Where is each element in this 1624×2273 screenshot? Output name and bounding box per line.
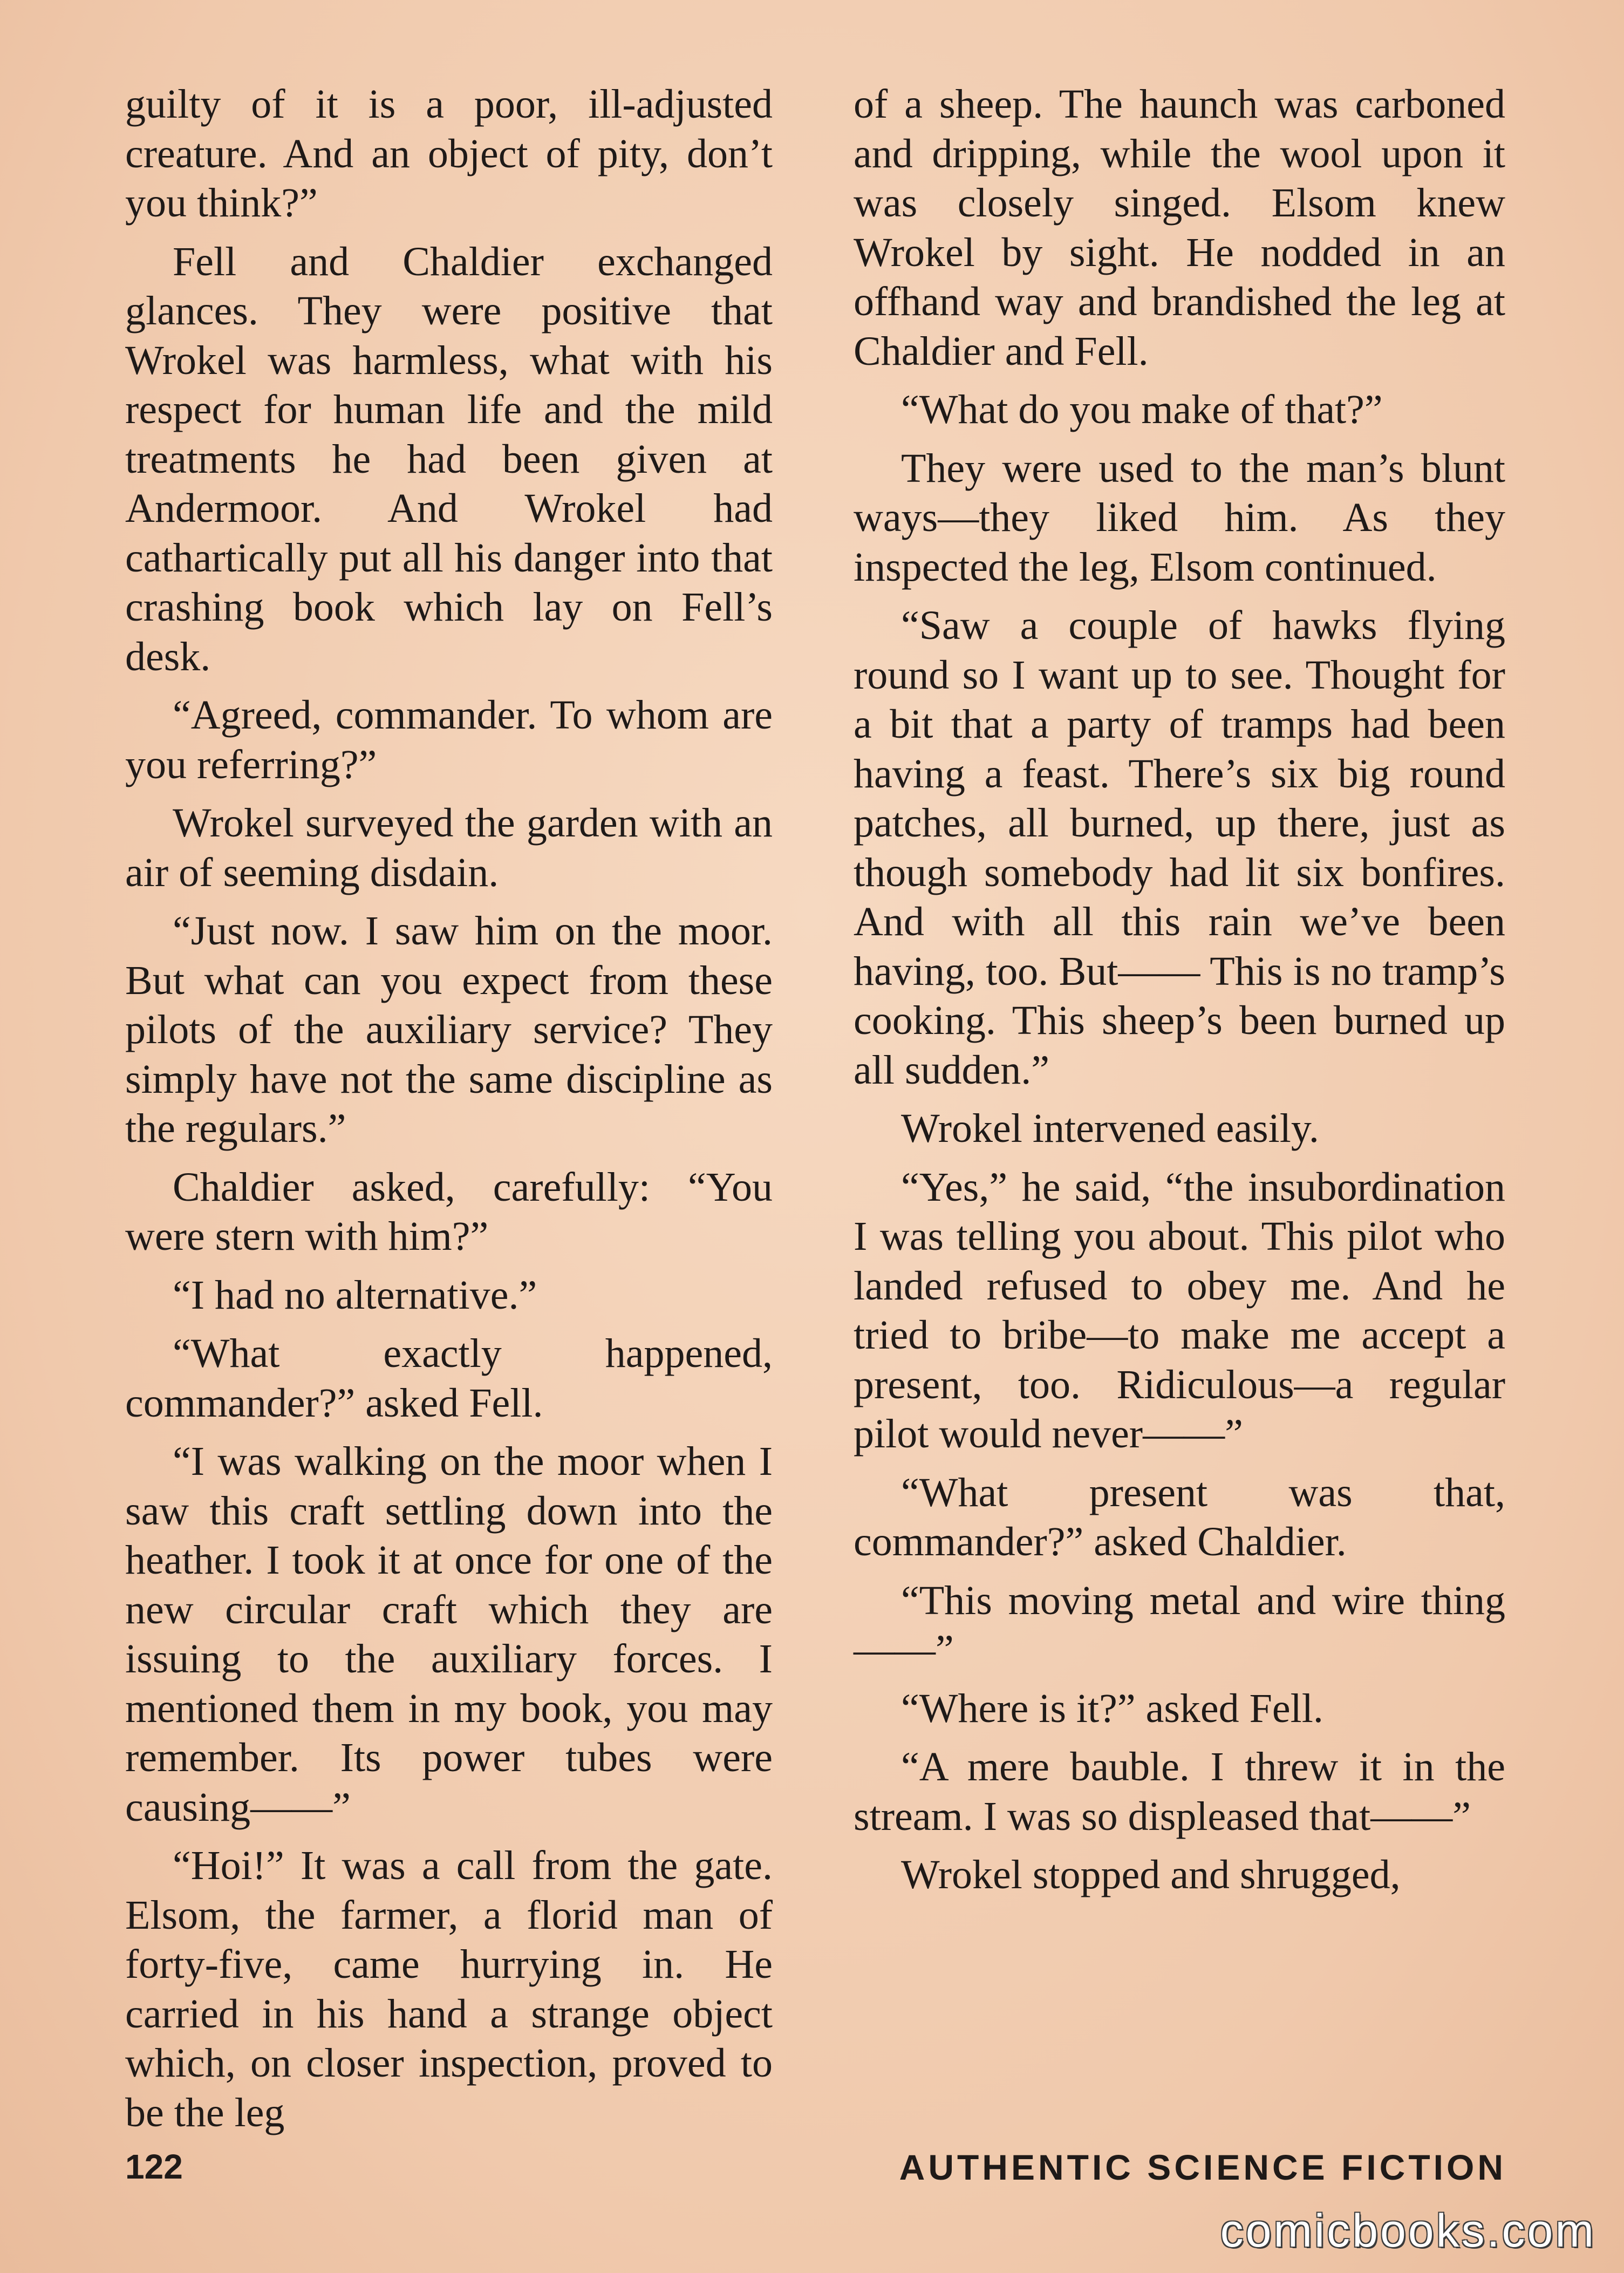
paragraph: “Where is it?” asked Fell.	[901, 1685, 1323, 1731]
page-number: 122	[125, 2147, 183, 2186]
paragraph: “Agreed, commander. To whom are you referring?”	[125, 692, 773, 787]
paragraph: “A mere bauble. I threw it in the stream. I was so displeased that——”	[854, 1744, 1505, 1839]
paragraph: Wrokel intervened easily.	[901, 1106, 1319, 1151]
paragraph: “Saw a couple of hawks flying round so I want up to see. Thought for a bit that a party of tramps had been having a feast. There’s six big round patches, all burned, up there, just as though somebody had lit six bonfires. And with all this rain we’ve been having, too. But—— This is no tramp’s cooking. This sheep’s been burned up all sudden.”	[854, 603, 1505, 1093]
paragraph: “Just now. I saw him on the moor. But what can you expect from these pilots of the auxiliary service? They simply have not the same discipline as the regulars.”	[125, 908, 773, 1151]
paragraph: “What exactly happened, commander?” asked Fell.	[125, 1331, 773, 1426]
paragraph: of a sheep. The haunch was carboned and dripping, while the wool upon it was closely singed. Elsom knew Wrokel by sight. He nodded in an offhand way and brandished the leg at Chaldier and Fell.	[854, 81, 1505, 374]
paragraph: Wrokel surveyed the garden with an air of seeming disdain.	[125, 800, 773, 895]
paragraph: “This moving metal and wire thing——”	[854, 1577, 1505, 1672]
paragraph: “What do you make of that?”	[901, 387, 1383, 432]
watermark: comicbooks.com	[1220, 2205, 1596, 2257]
paragraph: They were used to the man’s blunt ways—they liked him. As they inspected the leg, Elsom continued.	[854, 445, 1505, 590]
paragraph: guilty of it is a poor, ill-adjusted creature. And an object of pity, don’t you think?”	[125, 81, 773, 226]
left-text-column	[125, 80, 773, 2147]
paragraph: “I had no alternative.”	[173, 1272, 537, 1318]
paragraph: Chaldier asked, carefully: “You were stern with him?”	[125, 1164, 773, 1259]
paragraph: “What present was that, commander?” asked Chaldier.	[854, 1469, 1505, 1564]
running-title: AUTHENTIC SCIENCE FICTION	[899, 2147, 1506, 2187]
paragraph: “Yes,” he said, “the insubordination I was telling you about. This pilot who landed refused to obey me. And he tried to bribe—to make me accept a present, too. Ridiculous—a regular pilot would never——”	[854, 1164, 1505, 1457]
paragraph: “I was walking on the moor when I saw this craft settling down into the heather. I took it at once for one of the new circular craft which they are issuing to the auxiliary forces. I mentioned them in my book, you may remember. Its power tubes were causing——”	[125, 1439, 773, 1830]
right-text-column	[854, 80, 1505, 1909]
paragraph: Fell and Chaldier exchanged glances. They were positive that Wrokel was harmless, what with his respect for human life and the mild treatments he had been given at Andermoor. And Wrokel had cathartically put all his danger into that crashing book which lay on Fell’s desk.	[125, 239, 773, 679]
paragraph: “Hoi!” It was a call from the gate. Elsom, the farmer, a florid man of forty-five, came hurrying in. He carried in his hand a strange object which, on closer inspection, proved to be the leg	[125, 1843, 773, 2135]
paragraph: Wrokel stopped and shrugged,	[901, 1852, 1401, 1897]
